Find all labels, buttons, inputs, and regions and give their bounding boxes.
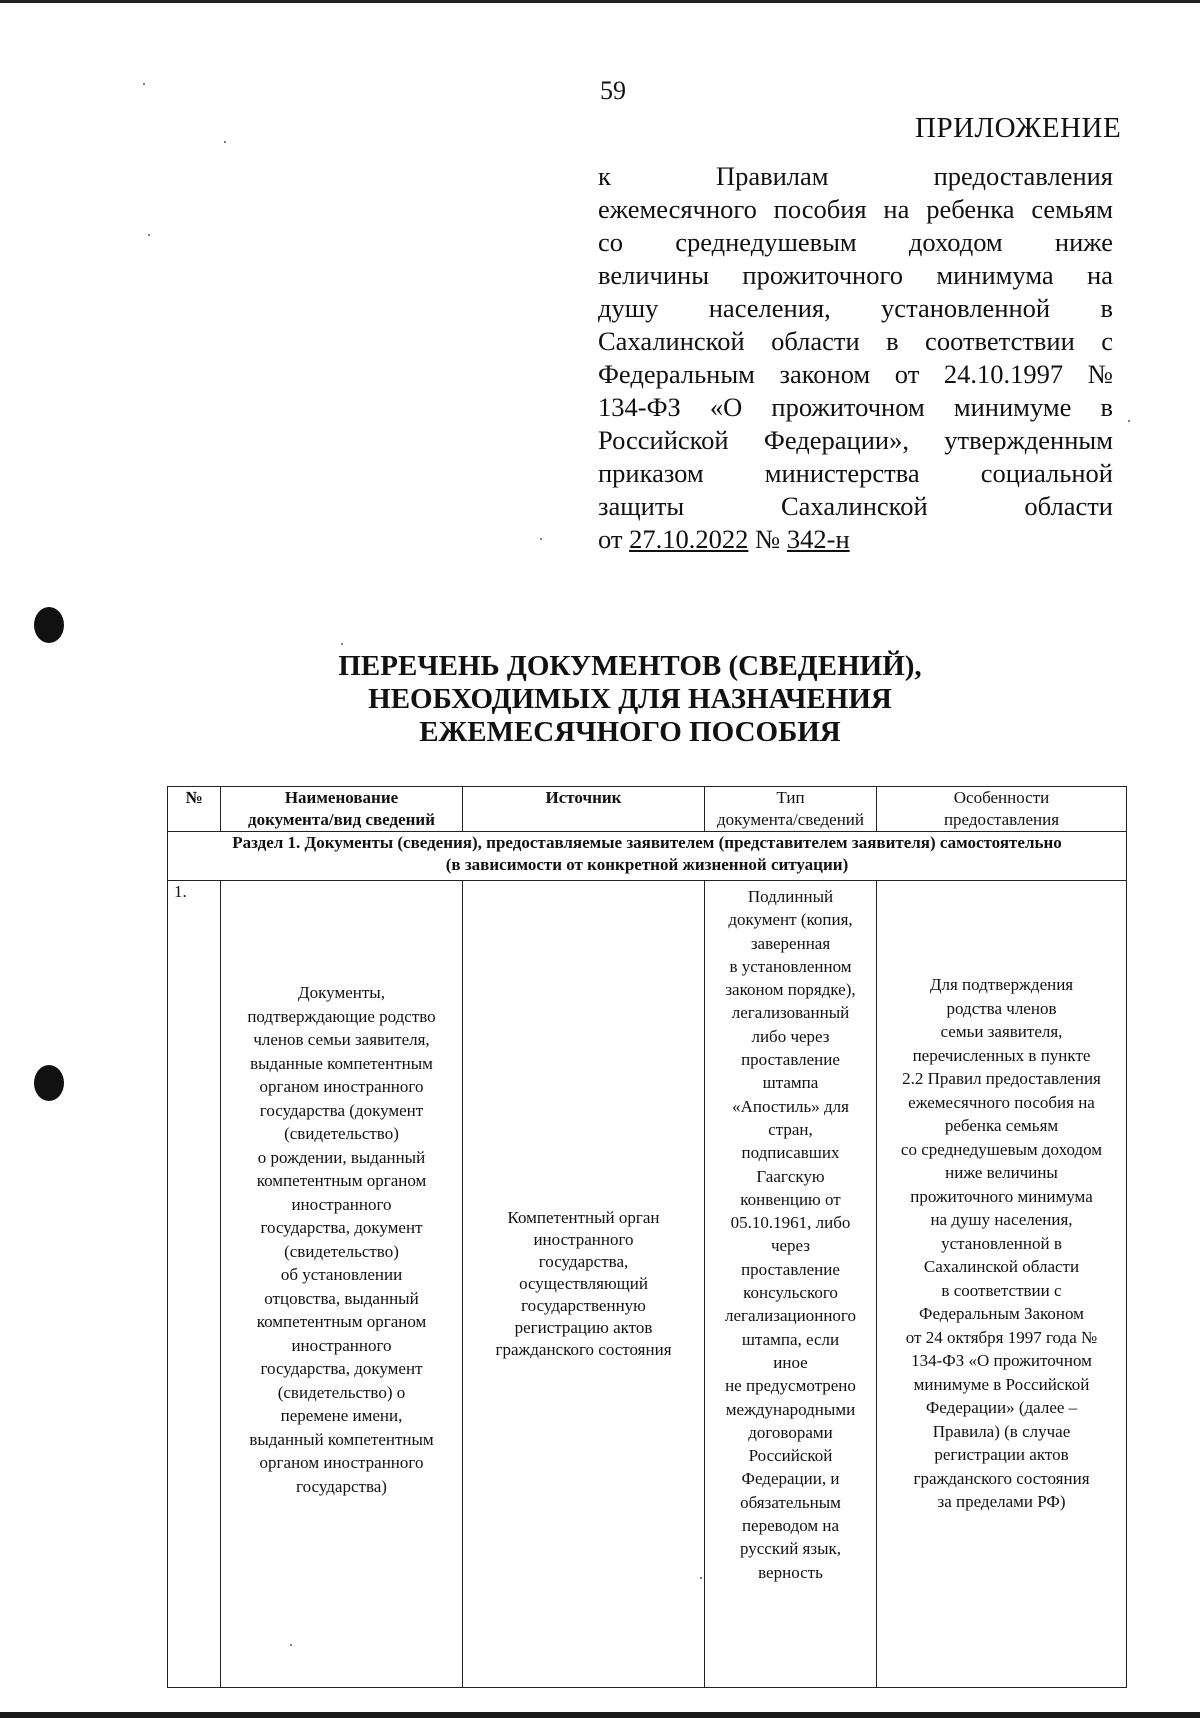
- cell-text-line: договорами: [748, 1422, 833, 1442]
- row-source-cell: [463, 881, 705, 1688]
- row-name-cell: [221, 881, 463, 1688]
- cell-text-line: заверенная: [750, 933, 831, 953]
- cell-text-line: о рождении, выданный: [257, 1147, 426, 1167]
- scan-top-edge: [0, 0, 1200, 3]
- cell-text-line: гражданского состояния: [913, 1468, 1090, 1488]
- approval-line: защиты Сахалинской области: [598, 491, 1113, 521]
- cell-text-line: консульского: [743, 1283, 838, 1303]
- cell-text-line: регистрацию актов: [514, 1318, 653, 1337]
- documents-table: [167, 786, 1127, 1688]
- cell-text-line: легализованный: [731, 1003, 850, 1023]
- cell-text-line: Федерации» (далее –: [925, 1398, 1078, 1417]
- scan-speck: [224, 141, 226, 143]
- document-title-line: ПЕРЕЧЕНЬ ДОКУМЕНТОВ (СВЕДЕНИЙ),: [338, 650, 922, 682]
- cell-text-line: минимуме в Российской: [913, 1374, 1090, 1394]
- cell-text-line: осуществляющий: [519, 1274, 648, 1293]
- approval-order-line: [598, 523, 1113, 556]
- cell-text-line: 2.2 Правил предоставления: [902, 1069, 1101, 1088]
- header-line: предоставления: [943, 810, 1060, 829]
- approval-block: [598, 160, 1113, 556]
- cell-text-line: органом иностранного: [259, 1077, 424, 1096]
- punch-hole-lower: [34, 1065, 64, 1101]
- scan-speck: [1128, 420, 1130, 422]
- approval-line: душу населения, установленной в: [598, 293, 1113, 323]
- scan-bottom-edge: [0, 1712, 1200, 1718]
- cell-text-line: государства,: [538, 1252, 629, 1271]
- cell-text-line: Сахалинской области: [923, 1257, 1080, 1276]
- cell-text-line: отцовства, выданный: [264, 1288, 419, 1308]
- row-number: 1.: [168, 881, 221, 1688]
- cell-text-line: гражданского состояния: [495, 1340, 672, 1359]
- cell-text-line: проставление: [741, 1050, 840, 1070]
- page-number: 59: [600, 76, 626, 105]
- cell-text-line: переводом на: [741, 1516, 840, 1536]
- header-line: документа/сведений: [716, 810, 865, 829]
- section-title: [168, 832, 1127, 881]
- cell-text-line: членов семьи заявителя,: [253, 1030, 430, 1049]
- scan-speck: [148, 234, 150, 236]
- cell-text-line: на душу населения,: [930, 1210, 1073, 1229]
- cell-text-line: через: [770, 1236, 811, 1256]
- cell-text-line: семьи заявителя,: [940, 1022, 1063, 1041]
- cell-text-line: законом порядке),: [725, 980, 856, 1000]
- approval-line: Федеральным законом от 24.10.1997 №: [598, 359, 1113, 389]
- cell-text-line: перечисленных в пункте: [912, 1045, 1091, 1065]
- cell-text-line: Федеральным Законом: [919, 1304, 1084, 1323]
- cell-text-line: государства): [296, 1476, 387, 1496]
- cell-text-line: в соответствии с: [941, 1280, 1062, 1300]
- approval-line: Российской Федерации», утвержденным: [598, 425, 1113, 455]
- header-line: Тип: [776, 788, 805, 807]
- cell-text-line: документ (копия,: [728, 910, 853, 930]
- scan-speck: [540, 538, 542, 540]
- approval-line: к Правилам предоставления: [598, 161, 1113, 191]
- cell-text-line: об установлении: [280, 1265, 403, 1284]
- cell-text-line: перемене имени,: [280, 1406, 403, 1425]
- scan-speck: [143, 83, 145, 85]
- header-line: Наименование: [284, 788, 399, 807]
- table-header-row: [168, 787, 1127, 832]
- cell-text-line: Гаагскую: [756, 1166, 825, 1186]
- cell-text-line: иностранного: [291, 1194, 392, 1214]
- cell-text-line: конвенцию от: [740, 1189, 841, 1209]
- cell-text-line: за пределами РФ): [937, 1492, 1066, 1511]
- cell-text-line: не предусмотрено: [725, 1376, 856, 1396]
- approval-line: величины прожиточного минимума на: [598, 260, 1113, 290]
- cell-text-line: штампа, если: [741, 1329, 840, 1349]
- cell-text-line: подтверждающие родство: [247, 1006, 436, 1026]
- header-num: №: [168, 787, 221, 832]
- table-row: [168, 881, 1127, 1688]
- cell-text-line: компетентным органом: [256, 1312, 427, 1331]
- header-name: [221, 787, 463, 832]
- document-title-line: ЕЖЕМЕСЯЧНОГО ПОСОБИЯ: [419, 716, 841, 748]
- cell-text-line: легализационного: [725, 1306, 856, 1326]
- cell-text-line: 05.10.1961, либо: [730, 1213, 851, 1233]
- cell-text-line: (свидетельство): [284, 1124, 399, 1143]
- cell-text-line: от 24 октября 1997 года №: [905, 1327, 1098, 1347]
- scan-speck: [341, 643, 343, 645]
- number-sign: №: [748, 524, 787, 554]
- approval-line: со среднедушевым доходом ниже: [598, 227, 1113, 257]
- cell-text-line: либо через: [751, 1026, 830, 1046]
- cell-text-line: государственную: [521, 1296, 646, 1315]
- cell-text-line: компетентным органом: [256, 1171, 427, 1190]
- document-title-line: НЕОБХОДИМЫХ ДЛЯ НАЗНАЧЕНИЯ: [368, 683, 892, 715]
- cell-text-line: Компетентный орган: [507, 1208, 660, 1227]
- cell-text-line: 134-ФЗ «О прожиточном: [911, 1351, 1092, 1370]
- header-features: [877, 787, 1127, 832]
- header-type: [705, 787, 877, 832]
- cell-text-line: иностранного: [291, 1335, 392, 1355]
- cell-text-line: Российской: [748, 1446, 833, 1466]
- cell-text-line: Для подтверждения: [929, 975, 1074, 994]
- cell-text-line: Подлинный: [747, 887, 834, 906]
- cell-text-line: в установленном: [729, 956, 852, 976]
- row-type-cell: [705, 881, 877, 1688]
- header-source: Источник: [463, 787, 705, 832]
- cell-text-line: обязательным: [740, 1492, 841, 1512]
- cell-text-line: верность: [758, 1562, 823, 1582]
- order-date: 27.10.2022: [629, 524, 749, 554]
- cell-text-line: ребенка семьям: [944, 1116, 1059, 1135]
- cell-text-line: Правила) (в случае: [932, 1421, 1071, 1441]
- cell-text-line: международными: [725, 1399, 856, 1419]
- cell-text-line: выданные компетентным: [250, 1053, 433, 1073]
- cell-text-line: Документы,: [298, 983, 385, 1002]
- cell-text-line: государства, документ: [260, 1218, 423, 1237]
- cell-text-line: подписавших: [741, 1143, 840, 1163]
- approval-line: приказом министерства социальной: [598, 458, 1113, 488]
- cell-text-line: русский язык,: [739, 1539, 842, 1559]
- cell-text-line: установленной в: [941, 1233, 1062, 1253]
- cell-text-line: (свидетельство) о: [277, 1382, 406, 1402]
- cell-text-line: государства, документ: [260, 1359, 423, 1378]
- section-title-line: Раздел 1. Документы (сведения), предоставляемые заявителем (представителем заявителя) самостоятельно: [232, 833, 1062, 852]
- cell-text-line: иностранного: [533, 1230, 634, 1249]
- cell-text-line: стран,: [768, 1119, 813, 1139]
- cell-text-line: ниже величины: [945, 1163, 1058, 1182]
- cell-text-line: государства (документ: [259, 1100, 424, 1120]
- approval-line: Сахалинской области в соответствии с: [598, 326, 1113, 356]
- section-title-line: (в зависимости от конкретной жизненной ситуации): [445, 855, 849, 874]
- header-line: документа/вид сведений: [247, 810, 436, 829]
- cell-text-line: «Апостиль» для: [732, 1096, 849, 1116]
- cell-text-line: проставление: [741, 1259, 840, 1279]
- cell-text-line: ежемесячного пособия на: [908, 1092, 1095, 1112]
- cell-text-line: (свидетельство): [284, 1241, 399, 1261]
- appendix-title: ПРИЛОЖЕНИЕ: [915, 112, 1122, 144]
- cell-text-line: иное: [773, 1352, 808, 1372]
- approval-line: 134-ФЗ «О прожиточном минимуме в: [598, 392, 1113, 422]
- cell-text-line: родства членов: [946, 998, 1057, 1018]
- order-number: 342-н: [786, 524, 850, 554]
- cell-text-line: органом иностранного: [259, 1453, 424, 1472]
- header-line: Особенности: [953, 788, 1050, 807]
- cell-text-line: выданный компетентным: [249, 1429, 434, 1449]
- section-row: [168, 832, 1127, 881]
- cell-text-line: штампа: [762, 1073, 819, 1093]
- cell-text-line: прожиточного минимума: [910, 1186, 1093, 1206]
- cell-text-line: регистрации актов: [934, 1445, 1069, 1464]
- row-features-cell: [877, 881, 1127, 1688]
- cell-text-line: со среднедушевым доходом: [900, 1139, 1103, 1159]
- document-title: [330, 650, 930, 749]
- punch-hole-upper: [34, 607, 64, 643]
- cell-text-line: Федерации, и: [741, 1469, 840, 1489]
- approval-line: ежемесячного пособия на ребенка семьям: [598, 194, 1113, 224]
- approval-prefix: от: [598, 524, 630, 554]
